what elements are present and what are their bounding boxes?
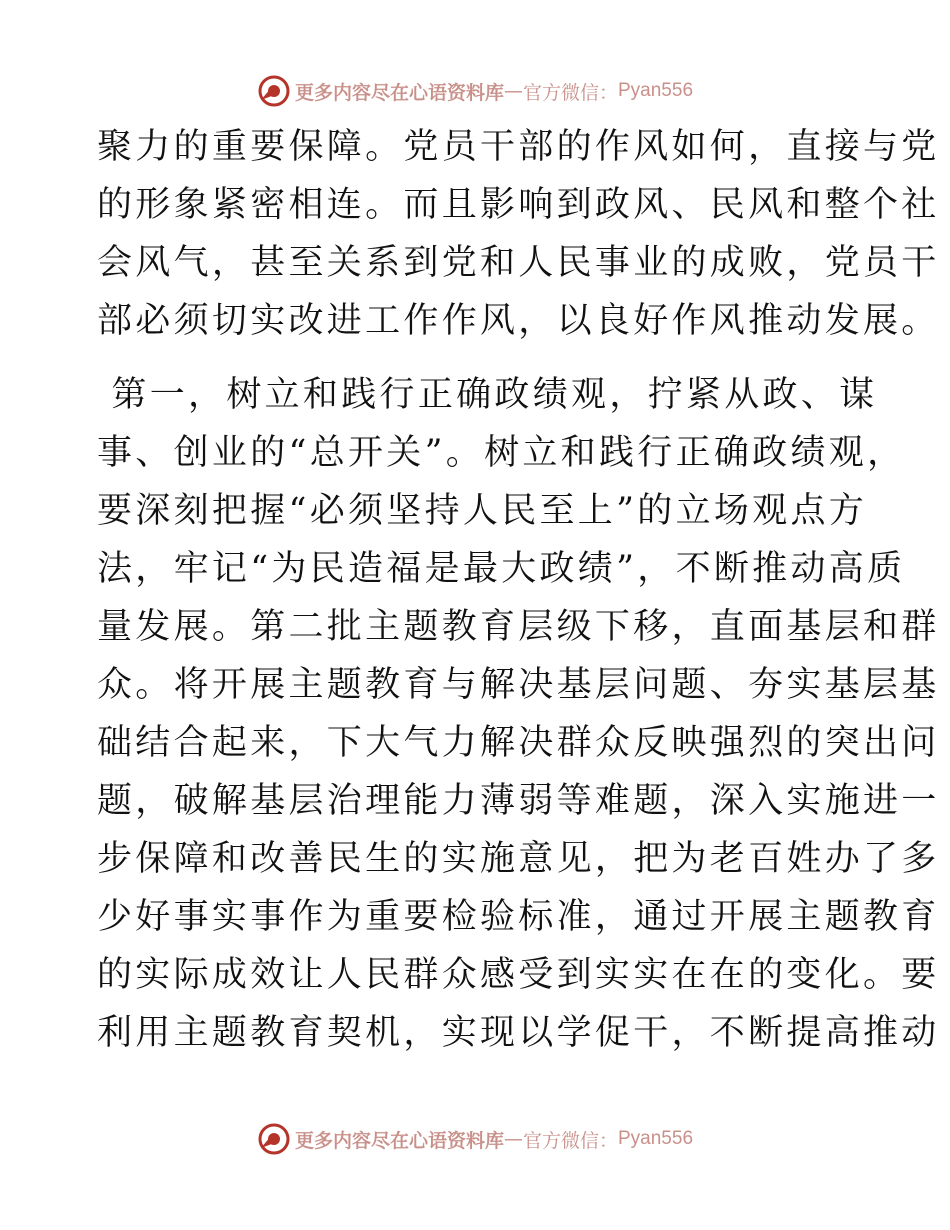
watermark-wechat-id: Pyan556 bbox=[618, 80, 694, 101]
text-line: 众。将开展主题教育与解决基层问题、夯实基层基 bbox=[97, 665, 940, 705]
logo-icon bbox=[257, 1122, 291, 1156]
text-line: 法，牢记“为民造福是最大政绩”，不断推动高质 bbox=[97, 549, 906, 589]
watermark-text: 更多内容尽在心语资料库 bbox=[294, 1129, 504, 1152]
header-watermark bbox=[0, 71, 950, 111]
text-line: 的形象紧密相连。而且影响到政风、民风和整个社 bbox=[97, 185, 940, 225]
text-line: 聚力的重要保障。党员干部的作风如何，直接与党 bbox=[97, 127, 940, 167]
watermark-label: 官方微信： bbox=[522, 81, 618, 104]
watermark-text: 更多内容尽在心语资料库 bbox=[294, 81, 504, 104]
text-line: 要深刻把握“必须坚持人民至上”的立场观点方 bbox=[97, 491, 868, 531]
text-line: 利用主题教育契机，实现以学促干，不断提高推动 bbox=[97, 1013, 940, 1053]
watermark-separator: — bbox=[503, 80, 523, 102]
footer-watermark bbox=[0, 1119, 950, 1159]
text-line: 题，破解基层治理能力薄弱等难题，深入实施进一 bbox=[97, 781, 940, 821]
text-line: 部必须切实改进工作作风，以良好作风推动发展。 bbox=[97, 301, 940, 341]
text-line: 少好事实事作为重要检验标准，通过开展主题教育 bbox=[97, 897, 940, 937]
text-line: 量发展。第二批主题教育层级下移，直面基层和群 bbox=[97, 607, 940, 647]
text-line: 会风气，甚至关系到党和人民事业的成败，党员干 bbox=[97, 243, 940, 283]
text-line: 事、创业的“总开关”。树立和践行正确政绩观， bbox=[97, 433, 906, 473]
text-line: 第一，树立和践行正确政绩观，拧紧从政、谋 bbox=[97, 375, 878, 415]
watermark-separator: — bbox=[503, 1128, 523, 1150]
text-line: 础结合起来，下大气力解决群众反映强烈的突出问 bbox=[97, 723, 940, 763]
text-line: 步保障和改善民生的实施意见，把为老百姓办了多 bbox=[97, 839, 940, 879]
logo-icon bbox=[257, 74, 291, 108]
watermark-label: 官方微信： bbox=[522, 1129, 618, 1152]
text-line: 的实际成效让人民群众感受到实实在在的变化。要 bbox=[97, 955, 940, 995]
watermark-wechat-id: Pyan556 bbox=[618, 1128, 694, 1149]
